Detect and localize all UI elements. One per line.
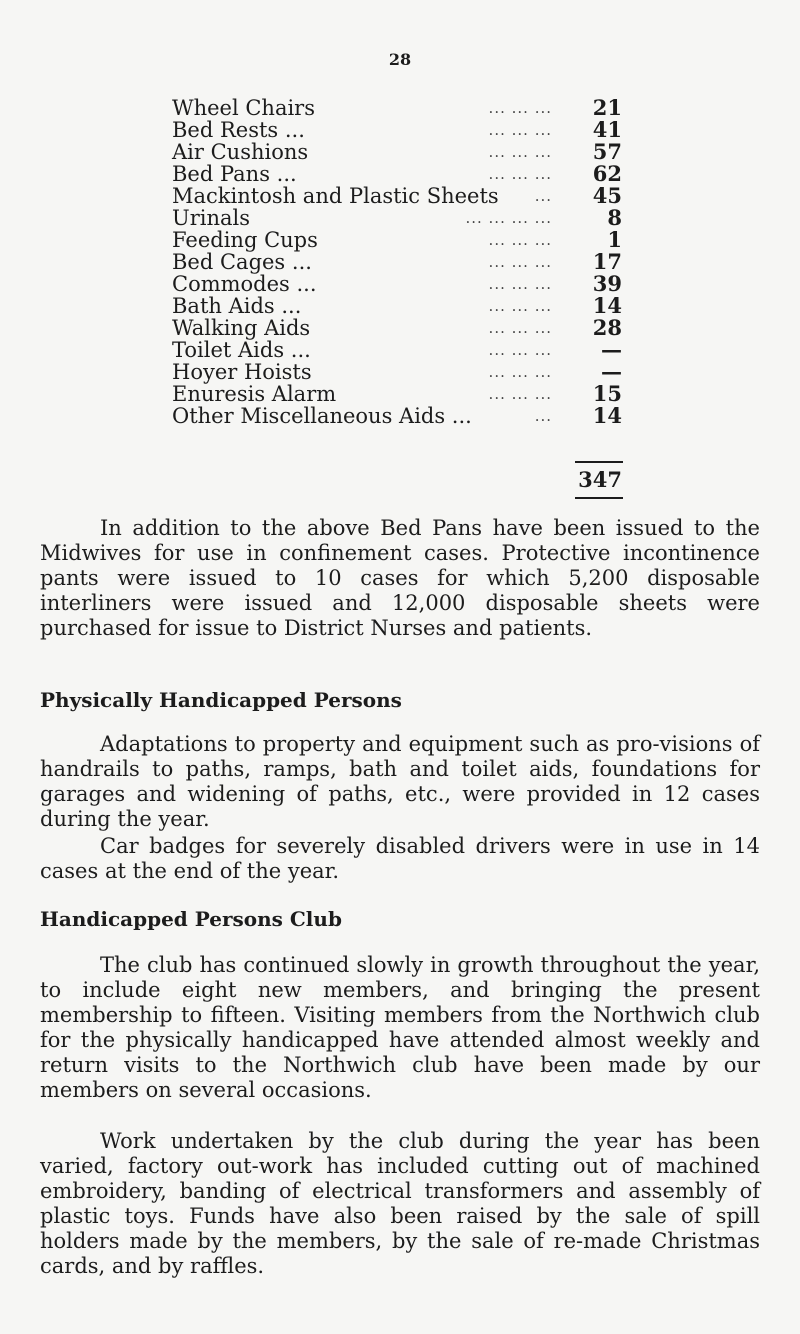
aid-count: 21 [592, 95, 622, 120]
aid-label: Bed Pans ... [172, 162, 297, 186]
aid-label: Mackintosh and Plastic Sheets [172, 184, 499, 208]
aid-count: — [601, 359, 622, 384]
aid-row [172, 207, 622, 229]
aid-label: Feeding Cups [172, 228, 318, 252]
aid-row [172, 339, 622, 361]
aid-label: Enuresis Alarm [172, 382, 337, 406]
heading-physically-handicapped: Physically Handicapped Persons [40, 688, 402, 712]
total-rule-top [575, 461, 623, 463]
aid-count: 8 [607, 205, 622, 230]
aid-row [172, 185, 622, 207]
aid-row [172, 383, 622, 405]
aid-label: Air Cushions [172, 140, 309, 164]
aid-label: Commodes ... [172, 272, 317, 296]
aid-row [172, 251, 622, 273]
paragraph-work: Work undertaken by the club during the year has been varied, factory out-work has included cutting out of machined embroidery, banding of electrical transformers and assembly of plastic toys. Funds have also been raised by the sale of spill holders made by the members, by the sale of re-made Christmas cards, and by raffles. [40, 1129, 760, 1278]
aid-row [172, 273, 622, 295]
aid-count: 28 [592, 315, 622, 340]
aid-leader-dots: ... ... ... [488, 231, 552, 249]
aid-row [172, 361, 622, 383]
aid-row [172, 141, 622, 163]
aid-leader-dots: ... ... ... ... [465, 209, 552, 227]
aid-leader-dots: ... ... ... [488, 253, 552, 271]
aid-leader-dots: ... ... ... [488, 165, 552, 183]
aid-leader-dots: ... ... ... [488, 297, 552, 315]
heading-handicapped-club: Handicapped Persons Club [40, 907, 342, 931]
aid-leader-dots: ... ... ... [488, 385, 552, 403]
aid-row [172, 119, 622, 141]
paragraph-adaptations: Adaptations to property and equipment such as pro-visions of handrails to paths, ramps, bath and toilet aids, foundations for garages and widening of paths, etc., were provided in 12 cases during the year. [40, 732, 760, 831]
aid-count: 57 [592, 139, 622, 164]
aid-label: Walking Aids [172, 316, 311, 340]
aid-row [172, 295, 622, 317]
page-number: 28 [388, 50, 412, 69]
aid-row [172, 229, 622, 251]
aid-label: Urinals [172, 206, 250, 230]
aid-leader-dots: ... [534, 187, 552, 205]
aid-leader-dots: ... ... ... [488, 99, 552, 117]
aid-count: 41 [592, 117, 622, 142]
aid-leader-dots: ... ... ... [488, 319, 552, 337]
aid-row [172, 405, 622, 427]
aid-count: 15 [592, 381, 622, 406]
aids-list [172, 97, 622, 427]
aid-leader-dots: ... ... ... [488, 143, 552, 161]
aid-label: Wheel Chairs [172, 96, 316, 120]
aid-row [172, 163, 622, 185]
aid-label: Bath Aids ... [172, 294, 302, 318]
aid-label: Other Miscellaneous Aids ... [172, 404, 472, 428]
aid-count: — [601, 337, 622, 362]
aid-count: 14 [592, 403, 622, 428]
aid-leader-dots: ... [534, 407, 552, 425]
aid-count: 1 [607, 227, 622, 252]
aid-leader-dots: ... ... ... [488, 121, 552, 139]
aid-count: 62 [592, 161, 622, 186]
aid-label: Bed Cages ... [172, 250, 312, 274]
aid-count: 17 [592, 249, 622, 274]
paragraph-club: The club has continued slowly in growth throughout the year, to include eight new members, and bringing the present membership to fifteen. Visiting members from the Northwich club for the physically handicapped have attended almost weekly and return visits to the Northwich club have been made by our members on several occasions. [40, 953, 760, 1102]
aid-leader-dots: ... ... ... [488, 363, 552, 381]
aid-count: 45 [592, 183, 622, 208]
aid-leader-dots: ... ... ... [488, 275, 552, 293]
total-rule-bottom [575, 497, 623, 499]
aid-label: Hoyer Hoists [172, 360, 312, 384]
paragraph-car-badges: Car badges for severely disabled drivers were in use in 14 cases at the end of the year. [40, 834, 760, 883]
aid-label: Toilet Aids ... [172, 338, 311, 362]
aid-row [172, 97, 622, 119]
aid-label: Bed Rests ... [172, 118, 305, 142]
aids-total: 347 [578, 467, 622, 492]
aid-row [172, 317, 622, 339]
aid-leader-dots: ... ... ... [488, 341, 552, 359]
paragraph-issued: In addition to the above Bed Pans have been issued to the Midwives for use in confinement cases. Protective incontinence pants were issued to 10 cases for which 5,200 disposable interliners were issued and 12,000 disposable sheets were purchased for issue to District Nurses and patients. [40, 516, 760, 640]
aid-count: 14 [592, 293, 622, 318]
aid-count: 39 [592, 271, 622, 296]
